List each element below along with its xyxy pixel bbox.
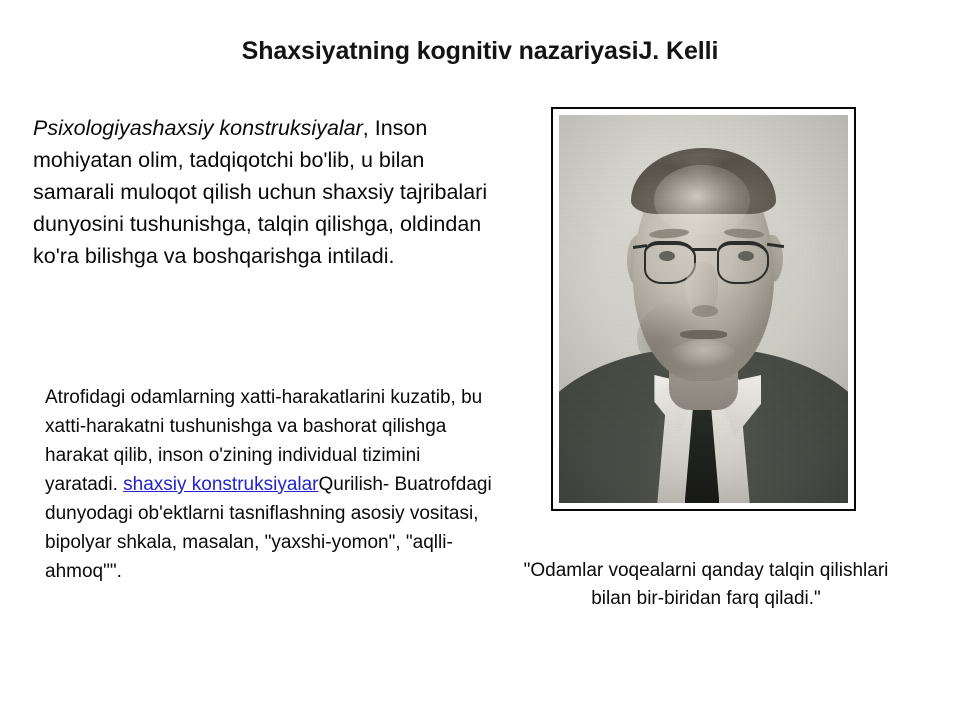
intro-paragraph <box>33 112 503 272</box>
intro-emphasis-text: Psixologiyashaxsiy konstruksiyalar <box>33 116 363 140</box>
body-paragraph <box>45 383 495 586</box>
body-paragraph-one: Atrofidagi odamlarning xatti-harakatlarini kuzatib, bu xatti-harakatni tushunishga va bashorat qilishga harakat qilib, inson o'zining individual tizimini yaratadi. <box>45 387 483 495</box>
shaxsiy-konstruksiyalar-link[interactable]: shaxsiy konstruksiyalar <box>123 474 319 495</box>
body-paragraph-two: Qurilish- Buatrofdagi dunyodagi ob'ektlarni tasniflashning asosiy vositasi, bipolyar shkala, masalan, "yaxshi-yomon", "aqlli-ahmoq"". <box>45 474 492 582</box>
intro-body-text: , Inson mohiyatan olim, tadqiqotchi bo'lib, u bilan samarali muloqot qilish uchun shaxsiy tajribalari dunyosini tushunishga, talqin qilishga, oldindan ko'ra bilishga va boshqarishga intiladi. <box>33 116 488 268</box>
portrait-photo <box>559 115 848 503</box>
page-title: Shaxsiyatning kognitiv nazariyasiJ. Kelli <box>241 37 719 65</box>
portrait-photo-frame <box>551 107 856 511</box>
photo-caption: "Odamlar voqealarni qanday talqin qilishlari bilan bir-biridan farq qiladi." <box>523 560 889 609</box>
photo-film-grain <box>559 115 848 503</box>
